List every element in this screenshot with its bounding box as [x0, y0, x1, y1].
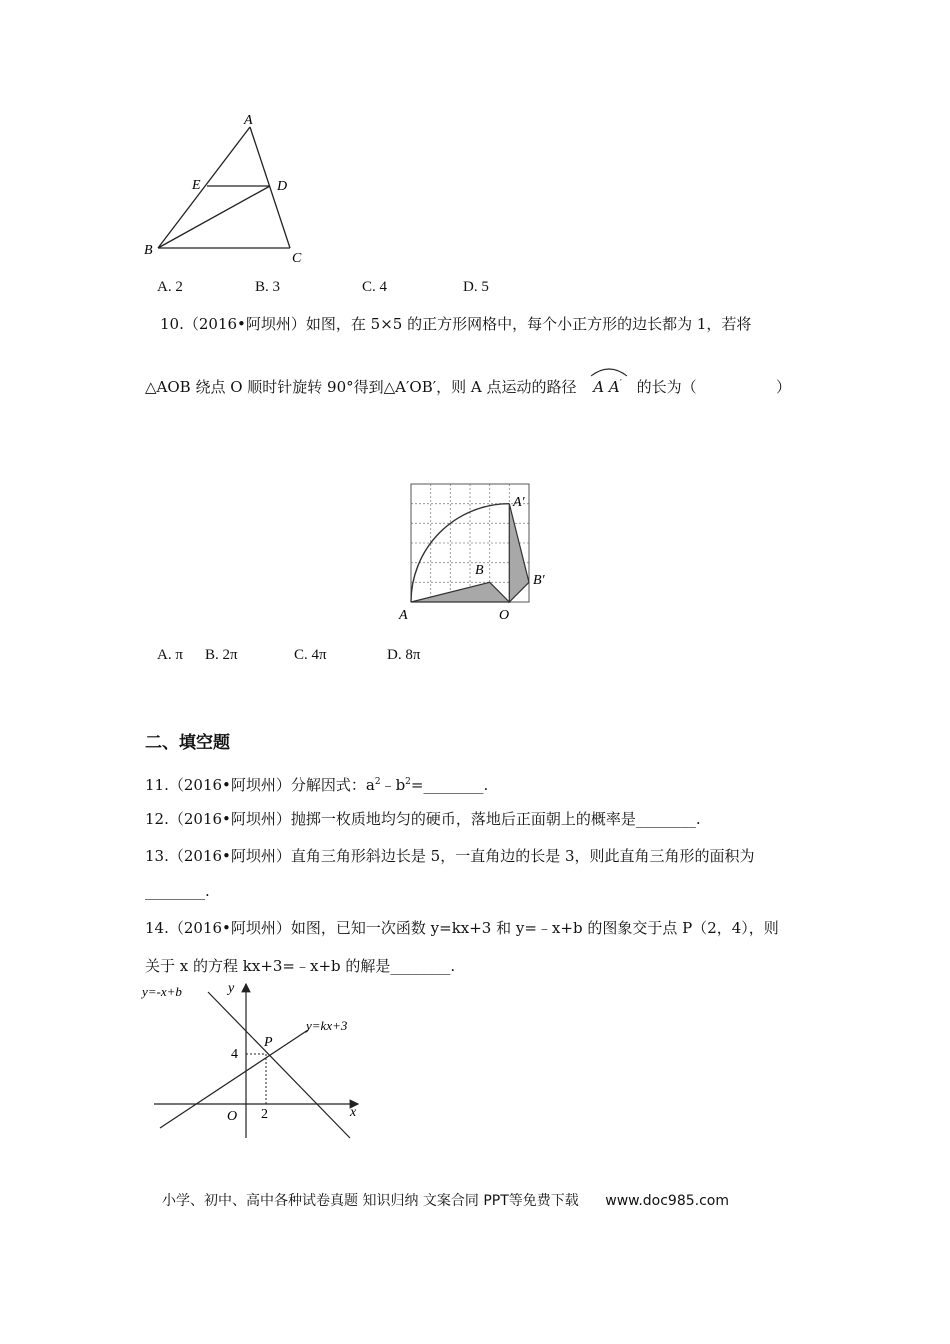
- q14-text-line2: 关于 x 的方程 kx+3=﹣x+b 的解是________.: [145, 957, 456, 975]
- label-p: P: [264, 1035, 273, 1050]
- q10-answer-bracket-close: ）: [776, 378, 792, 396]
- label-line-kx: y=kx+3: [306, 1018, 348, 1033]
- segment-bd: [158, 186, 270, 248]
- tick-y-4: 4: [231, 1047, 238, 1062]
- q13-text-line1: 13.（2016•阿坝州）直角三角形斜边长是 5，一直角边的长是 3，则此直角三角形的面积为: [145, 847, 755, 865]
- segment-ab: [158, 127, 250, 248]
- label-b: B: [475, 563, 484, 578]
- q14-text-line1: 14.（2016•阿坝州）如图，已知一次函数 y=kx+3 和 y=﹣x+b 的图象交于点 P（2，4），则: [145, 919, 779, 937]
- label-b: B: [144, 243, 153, 258]
- label-o: O: [499, 608, 510, 623]
- q10-grid-figure: [395, 480, 565, 625]
- q9-choice-d: D. 5: [463, 279, 489, 295]
- q9-choice-b: B. 3: [255, 279, 281, 295]
- arc-aa-label: A A′: [593, 378, 621, 396]
- q10-text-line1: 10.（2016•阿坝州）如图，在 5×5 的正方形网格中，每个小正方形的边长都为 1，若将: [160, 315, 752, 333]
- label-a-prime: A′: [513, 495, 525, 510]
- q10-text-main: △AOB 绕点 O 顺时针旋转 90°得到△A′OB′，则 A 点运动的路径: [145, 378, 577, 396]
- arc-symbol-icon: [589, 364, 629, 378]
- footer-url[interactable]: www.doc985.com: [605, 1193, 729, 1209]
- label-a: A: [399, 608, 408, 623]
- label-e: E: [192, 178, 201, 193]
- q10-choice-c: C. 4π: [294, 647, 327, 663]
- footer-text: 小学、初中、高中各种试卷真题 知识归纳 文案合同 PPT等免费下载: [162, 1193, 579, 1209]
- label-d: D: [277, 179, 288, 194]
- label-x-axis: x: [350, 1105, 357, 1120]
- q10-choice-b: B. 2π: [205, 647, 238, 663]
- q9-choice-a: A. 2: [157, 279, 183, 295]
- label-c: C: [292, 251, 302, 266]
- tick-x-2: 2: [261, 1107, 268, 1122]
- q12-text: 12.（2016•阿坝州）抛掷一枚质地均匀的硬币，落地后正面朝上的概率是________.: [145, 810, 701, 828]
- section-heading: 二、填空题: [145, 733, 230, 753]
- label-y-axis: y: [228, 981, 235, 996]
- q11-text: 11.（2016•阿坝州）分解因式：$a^2﹣b^2=\_\_\_\_\_\_\_\_$.: [145, 776, 489, 794]
- q10-choice-a: A. π: [157, 647, 183, 663]
- q10-choice-d: D. 8π: [387, 647, 421, 663]
- q14-graph-figure: [140, 978, 370, 1143]
- q13-text-line2: ________.: [145, 882, 210, 900]
- footer: [162, 1190, 729, 1210]
- q9-triangle-figure: [140, 110, 310, 270]
- q9-choice-c: C. 4: [362, 279, 388, 295]
- triangle-a-prime-ob-prime: [509, 504, 529, 602]
- label-line-neg: y=-x+b: [142, 984, 182, 999]
- q10-text-tail: 的长为（: [636, 378, 697, 396]
- q10-text-line2: [145, 376, 697, 397]
- triangle-aob: [411, 582, 509, 602]
- label-origin: O: [227, 1109, 238, 1124]
- label-a: A: [244, 113, 253, 128]
- label-b-prime: B′: [533, 573, 545, 588]
